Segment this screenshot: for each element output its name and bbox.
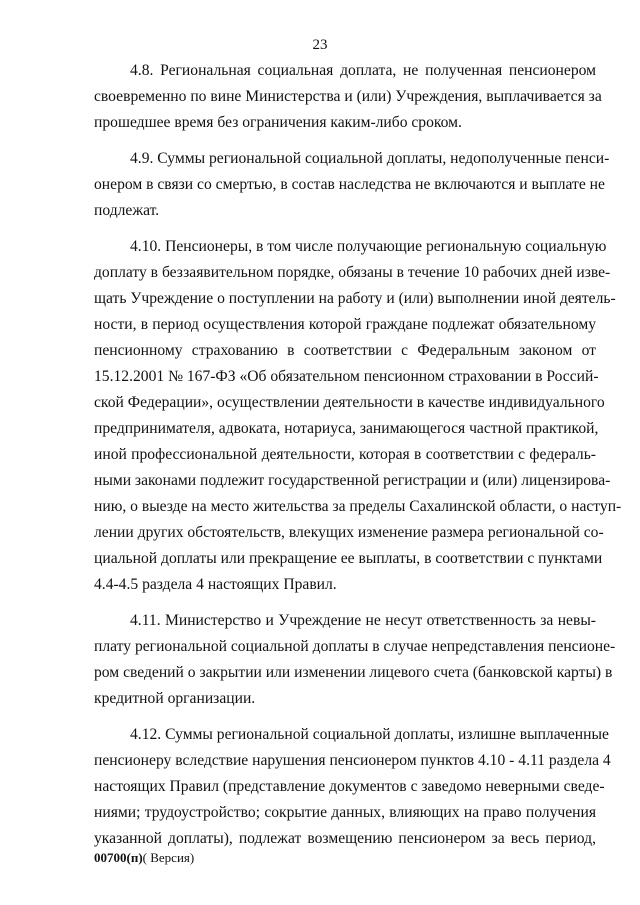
page-number: 23: [312, 37, 328, 53]
text-line: подлежат.: [94, 202, 160, 219]
para-4-12: [94, 722, 611, 852]
text-line: 4.10. Пенсионеры, в том числе получающие региональную социальную: [130, 238, 607, 255]
document-footer: [94, 850, 194, 866]
text-line: 4.12. Суммы региональной социальной доплаты, излишне выплаченные: [130, 726, 609, 743]
text-line: кредитной организации.: [94, 690, 256, 707]
text-line: ром сведений о закрытии или изменении лицевого счета (банковской карты) в: [94, 664, 613, 681]
text-line: ными законами подлежит государственной регистрации и (или) лицензирова-: [94, 472, 611, 489]
para-4-10: [94, 234, 622, 598]
text-line: иной профессиональной деятельности, которая в соответствии с федераль-: [94, 446, 596, 463]
text-line: ской Федерации», осуществлении деятельности в качестве индивидуального: [94, 394, 605, 411]
text-line: указанной доплаты), подлежат возмещению пенсионером за весь период,: [94, 830, 596, 847]
text-line: 15.12.2001 № 167-ФЗ «Об обязательном пенсионном страховании в Россий-: [94, 368, 599, 385]
footer-version-label: ( Версия): [142, 850, 195, 865]
text-line: предпринимателя, адвоката, нотариуса, занимающегося частной практикой,: [94, 420, 599, 437]
text-line: доплату в беззаявительном порядке, обязаны в течение 10 рабочих дней изве-: [94, 264, 611, 281]
text-line: ниями; трудоустройство; сокрытие данных, влияющих на право получения: [94, 804, 596, 821]
text-line: 4.4-4.5 раздела 4 настоящих Правил.: [94, 576, 337, 593]
text-line: настоящих Правил (представление документов с заведомо неверными сведе-: [94, 778, 605, 795]
text-line: щать Учреждение о поступлении на работу и (или) выполнении иной деятель-: [94, 290, 616, 307]
para-4-11: [94, 608, 616, 712]
text-line: прошедшее время без ограничения каким-либо сроком.: [94, 114, 462, 131]
text-line: нию, о выезде на место жительства за пределы Сахалинской области, о наступ-: [94, 498, 622, 515]
text-line: лении других обстоятельств, влекущих изменение размера региональной со-: [94, 524, 604, 541]
text-line: пенсионеру вследствие нарушения пенсионером пунктов 4.10 - 4.11 раздела 4: [94, 752, 611, 769]
para-4-9: [94, 146, 610, 224]
text-line: своевременно по вине Министерства и (или) Учреждения, выплачивается за: [94, 88, 602, 105]
footer-code: 00700(п): [94, 850, 143, 865]
para-4-8: [94, 58, 602, 136]
text-line: онером в связи со смертью, в состав наследства не включаются и выплате не: [94, 176, 605, 193]
text-line: 4.9. Суммы региональной социальной доплаты, недополученные пенси-: [130, 150, 610, 167]
text-line: ности, в период осуществления которой граждане подлежат обязательному: [94, 316, 596, 333]
text-line: пенсионному страхованию в соответствии с Федеральным законом от: [94, 342, 596, 359]
text-line: циальной доплаты или прекращение ее выплаты, в соответствии с пунктами: [94, 550, 603, 567]
text-line: 4.11. Министерство и Учреждение не несут ответственность за невы-: [130, 612, 596, 629]
text-line: 4.8. Региональная социальная доплата, не полученная пенсионером: [130, 62, 596, 79]
document-body: [94, 58, 622, 862]
text-line: плату региональной социальной доплаты в случае непредставления пенсионе-: [94, 638, 616, 655]
